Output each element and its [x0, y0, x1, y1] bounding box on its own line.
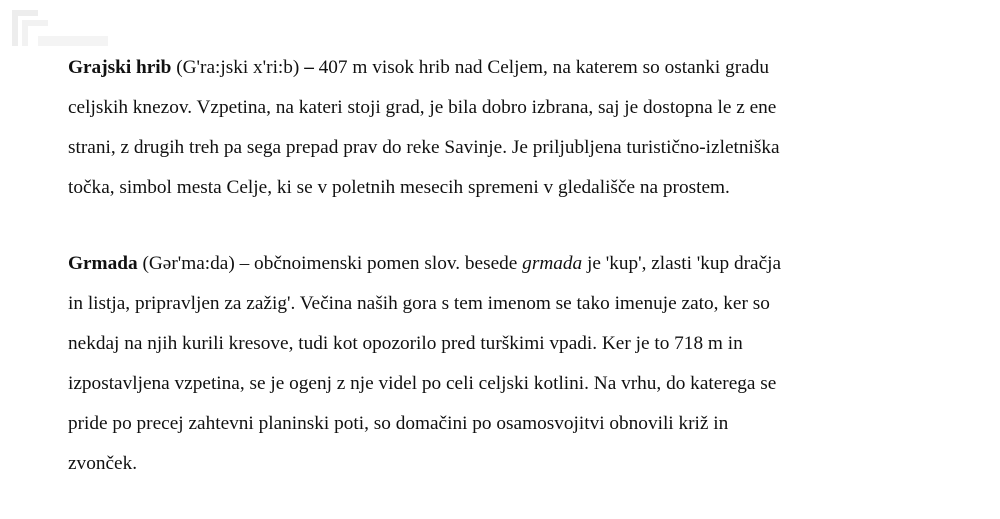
- entry-grmada: [68, 244, 938, 484]
- entry-line: točka, simbol mesta Celje, ki se v poletnih mesecih spremeni v gledališče na prostem.: [68, 177, 730, 198]
- entry-grajski-hrib: [68, 48, 938, 208]
- entry-line: izpostavljena vzpetina, se je ogenj z nje videl po celi celjski kotlini. Na vrhu, do katerega se: [68, 373, 777, 394]
- entry-line: zvonček.: [68, 453, 138, 474]
- entry-line: in listja, pripravljen za zažig'. Večina naših gora s tem imenom se tako imenuje zato, ker so: [68, 293, 770, 314]
- entry-term: Grajski hrib: [68, 57, 172, 78]
- em-dash: –: [304, 57, 314, 78]
- entry-line: [68, 244, 938, 284]
- entry-line: [68, 48, 938, 88]
- entry-term: Grmada: [68, 253, 138, 274]
- entry-line: pride po precej zahtevni planinski poti, so domačini po osamosvojitvi obnovili križ in: [68, 413, 729, 434]
- definition-text: je 'kup', zlasti 'kup dračja: [582, 253, 782, 274]
- pronunciation-text: (Gər'ma:da) – občnoimenski pomen slov. besede: [137, 253, 523, 274]
- italic-word: grmada: [522, 253, 583, 274]
- entry-line: nekdaj na njih kurili kresove, tudi kot opozorilo pred turškimi vpadi. Ker je to 718 m in: [68, 333, 743, 354]
- entry-line: celjskih knezov. Vzpetina, na kateri stoji grad, je bila dobro izbrana, saj je dostopna le z ene: [68, 97, 777, 118]
- entry-line: strani, z drugih treh pa sega prepad prav do reke Savinje. Je priljubljena turistično-izletniška: [68, 137, 780, 158]
- watermark-logo-icon: [8, 6, 118, 50]
- definition-text: 407 m visok hrib nad Celjem, na katerem so ostanki gradu: [313, 57, 769, 78]
- pronunciation-text: (G'ra:jski x'ri:b): [171, 57, 305, 78]
- document-page: [68, 48, 938, 484]
